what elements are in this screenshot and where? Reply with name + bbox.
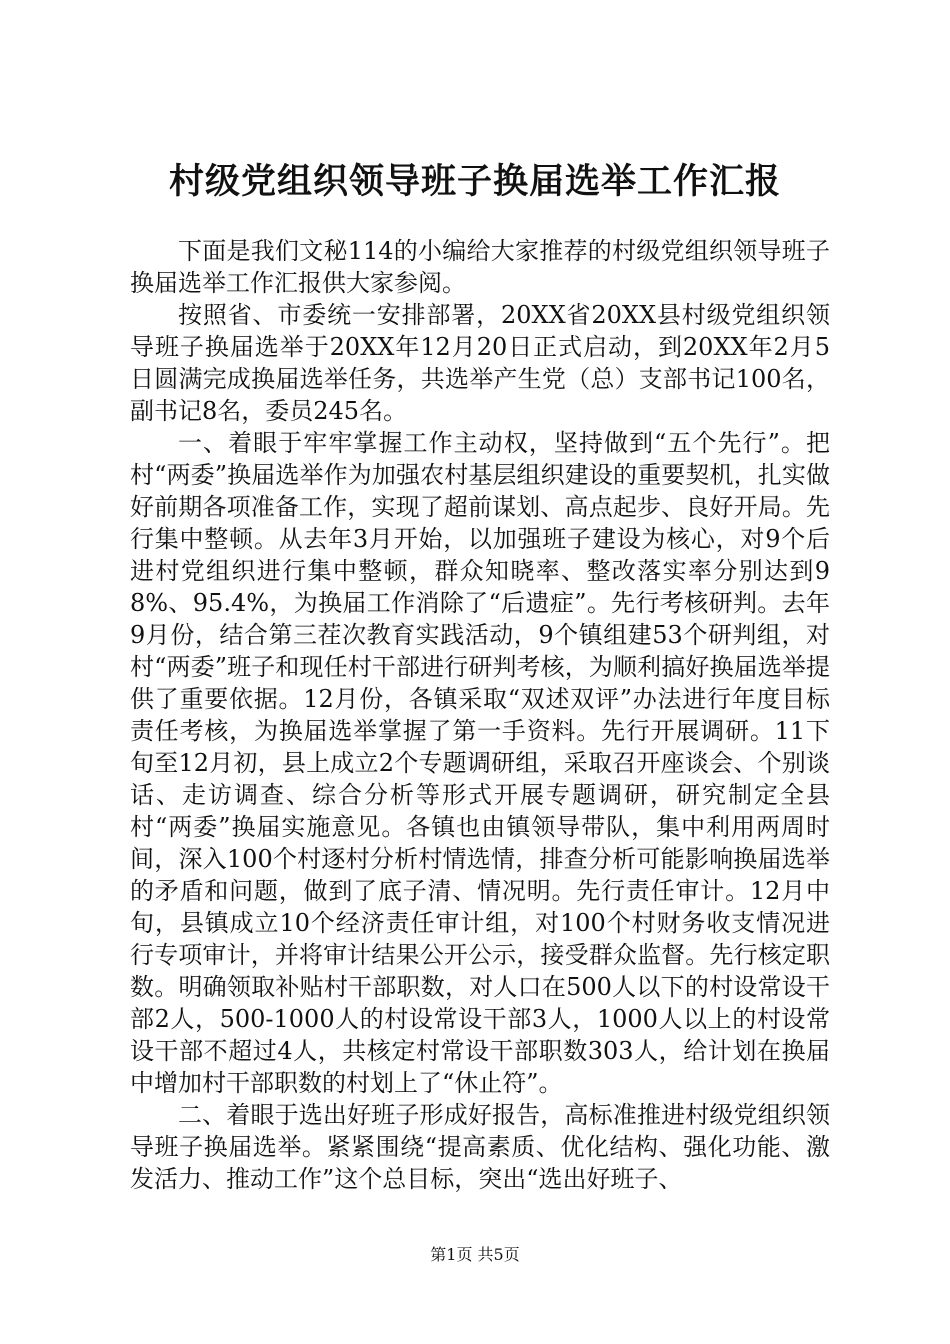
page-footer: 第1页 共5页 xyxy=(430,1245,520,1264)
document-body xyxy=(130,235,830,1195)
paragraph-section-two: 二、着眼于选出好班子形成好报告，高标准推进村级党组织领导班子换届选举。紧紧围绕“提高素质、优化结构、强化功能、激发活力、推动工作”这个总目标，突出“选出好班子、 xyxy=(130,1101,830,1193)
paragraph-intro: 下面是我们文秘114的小编给大家推荐的村级党组织领导班子换届选举工作汇报供大家参阅。 xyxy=(130,237,830,297)
paragraph-section-one: 一、着眼于牢牢掌握工作主动权，坚持做到“五个先行”。把村“两委”换届选举作为加强农村基层组织建设的重要契机，扎实做好前期各项准备工作，实现了超前谋划、高点起步、良好开局。先行集中整顿。从去年3月开始，以加强班子建设为核心，对9个后进村党组织进行集中整顿，群众知晓率、整改落实率分别达到98%、95.4%，为换届工作消除了“后遗症”。先行考核研判。去年9月份，结合第三茬次教育实践活动，9个镇组建53个研判组，对村“两委”班子和现任村干部进行研判考核，为顺利搞好换届选举提供了重要依据。12月份，各镇采取“双述双评”办法进行年度目标责任考核，为换届选举掌握了第一手资料。先行开展调研。11下旬至12月初，县上成立2个专题调研组，采取召开座谈会、个别谈话、走访调查、综合分析等形式开展专题调研，研究制定全县村“两委”换届实施意见。各镇也由镇领导带队，集中利用两周时间，深入100个村逐村分析村情选情，排查分析可能影响换届选举的矛盾和问题，做到了底子清、情况明。先行责任审计。12月中旬，县镇成立10个经济责任审计组，对100个村财务收支情况进行专项审计，并将审计结果公开公示，接受群众监督。先行核定职数。明确领取补贴村干部职数，对人口在500人以下的村设常设干部2人，500-1000人的村设常设干部3人，1000人以上的村设常设干部不超过4人，共核定村常设干部职数303人，给计划在换届中增加村干部职数的村划上了“休止符”。 xyxy=(130,429,830,1097)
paragraph-overview: 按照省、市委统一安排部署，20XX省20XX县村级党组织领导班子换届选举于20XX年12月20日正式启动，到20XX年2月5日圆满完成换届选举任务，共选举产生党（总）支部书记100名，副书记8名，委员245名。 xyxy=(130,301,830,425)
document-title: 村级党组织领导班子换届选举工作汇报 xyxy=(168,161,781,202)
